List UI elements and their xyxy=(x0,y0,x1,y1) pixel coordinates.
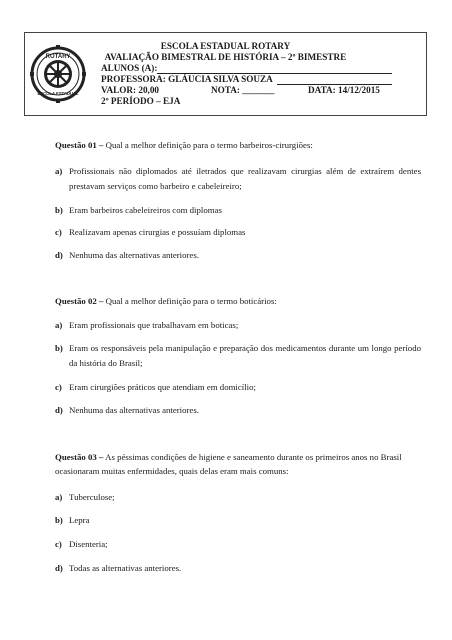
question-1-option-b[interactable] xyxy=(55,203,421,218)
question-label: Questão 02 – xyxy=(55,296,104,306)
question-2-option-d[interactable] xyxy=(55,403,421,418)
option-letter: d) xyxy=(55,250,63,260)
period-label: 2º PERÍODO – EJA xyxy=(101,96,181,106)
question-1-option-c[interactable] xyxy=(55,225,421,240)
logo-bottom-text: ESCOLA ESTADUAL xyxy=(37,91,79,96)
grade-field[interactable]: NOTA: _______ xyxy=(211,85,275,95)
option-letter: a) xyxy=(55,320,63,330)
option-letter: d) xyxy=(55,563,63,573)
option-text: Nenhuma das alternativas anteriores. xyxy=(69,405,199,415)
question-1-option-a[interactable] xyxy=(55,164,421,194)
school-name: ESCOLA ESTADUAL ROTARY xyxy=(160,41,291,51)
option-text: Eram cirurgiões práticos que atendiam em domicílio; xyxy=(69,382,256,392)
exam-header xyxy=(24,32,427,116)
exam-title: AVALIAÇÃO BIMESTRAL DE HISTÓRIA – 2º BIMESTRE xyxy=(104,52,347,62)
question-1-option-d[interactable] xyxy=(55,248,421,263)
option-letter: c) xyxy=(55,227,62,237)
exam-date: DATA: 14/12/2015 xyxy=(308,85,380,95)
option-text: Profissionais não diplomados até iletrados que realizavam cirurgias além de extraírem dentes prestavam serviços como barbeiro e cabeleireiro; xyxy=(69,166,421,191)
option-text: Eram os responsáveis pela manipulação e preparação dos medicamentos durante um longo período da história do Brasil; xyxy=(69,343,421,368)
question-2 xyxy=(55,294,421,308)
question-2-option-c[interactable] xyxy=(55,380,421,395)
question-text: Qual a melhor definição para o termo boticários: xyxy=(105,296,277,306)
question-label: Questão 03 – xyxy=(55,452,104,462)
students-label: ALUNOS (A): xyxy=(101,63,158,73)
question-1 xyxy=(55,138,421,152)
option-letter: c) xyxy=(55,539,62,549)
option-text: Eram profissionais que trabalhavam em boticas; xyxy=(69,320,239,330)
option-letter: a) xyxy=(55,492,63,502)
option-text: Lepra xyxy=(69,515,90,525)
question-3 xyxy=(55,450,421,478)
question-3-option-d[interactable] xyxy=(55,561,421,576)
option-letter: d) xyxy=(55,405,63,415)
option-letter: b) xyxy=(55,205,63,215)
option-letter: b) xyxy=(55,515,63,525)
option-text: Disenteria; xyxy=(69,539,108,549)
option-text: Todas as alternativas anteriores. xyxy=(69,563,182,573)
question-label: Questão 01 – xyxy=(55,140,104,150)
logo-top-text: ROTARY xyxy=(45,54,71,60)
question-3-option-b[interactable] xyxy=(55,513,421,528)
question-2-option-b[interactable] xyxy=(55,341,421,371)
question-text: As péssimas condições de higiene e saneamento durante os primeiros anos no Brasil ocasionaram muitas enfermidades, quais delas eram mais comuns: xyxy=(55,452,402,476)
option-text: Realizavam apenas cirurgias e possuíam diplomas xyxy=(69,227,246,237)
option-letter: c) xyxy=(55,382,62,392)
question-3-option-c[interactable] xyxy=(55,537,421,552)
option-letter: b) xyxy=(55,343,63,353)
option-text: Nenhuma das alternativas anteriores. xyxy=(69,250,199,260)
option-letter: a) xyxy=(55,166,63,176)
question-2-option-a[interactable] xyxy=(55,318,421,333)
question-3-option-a[interactable] xyxy=(55,490,421,505)
option-text: Tuberculose; xyxy=(69,492,115,502)
exam-value: VALOR: 20,00 xyxy=(101,85,160,95)
option-text: Eram barbeiros cabeleireiros com diplomas xyxy=(69,205,222,215)
teacher-name: PROFESSORA: GLÁUCIA SILVA SOUZA xyxy=(101,74,273,84)
question-text: Qual a melhor definição para o termo barbeiros-cirurgiões: xyxy=(105,140,313,150)
